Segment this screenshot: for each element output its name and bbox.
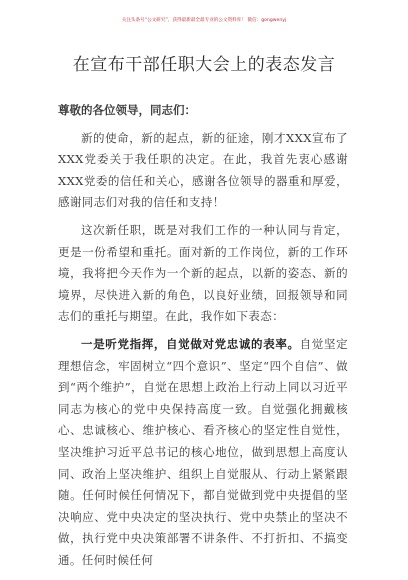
- paragraph-3: [58, 334, 348, 572]
- paragraph-1-text: 新的使命，新的起点，新的征途，刚才XXX宣布了XXX党委关于我任职的决定。在此，我首先衷心感谢XXX党委的信任和关心，感谢各位领导的器重和厚爱，感谢同志们对我的信任和支持！: [58, 130, 348, 210]
- paragraph-3-text: 自觉坚定理想信念，牢固树立“四个意识”、坚定“四个自信”、做到“两个维护”，自觉在思想上政治上行动上同以习近平同志为核心的党中央保持高度一致。自觉强化拥戴核心、忠诚核心、维护核心、看齐核心的坚定性自觉性，坚决维护习近平总书记的核心地位，做到思想上高度认同、政治上坚决维护、组织上自觉服从、行动上紧紧跟随。任何时候任何情况下，都自觉做到党中央提倡的坚决响应、党中央决定的坚决执行、党中央禁止的坚决不做，执行党中央决策部署不讲条件、不打折扣、不搞变通。任何时候任何: [58, 336, 348, 567]
- document-title: 在宣布干部任职大会上的表态发言: [72, 55, 336, 75]
- promo-banner: 关注头条号“公文研究”，获得最新最全最专业的公文资料库！ 微信：gongwenyj: [121, 18, 287, 23]
- document-body: [58, 100, 348, 577]
- paragraph-1: [58, 128, 348, 214]
- salutation: 尊敬的各位领导，同志们：: [58, 103, 196, 117]
- paragraph-2: [58, 220, 348, 328]
- paragraph-3-lead: 一是听党指挥，自觉做对党忠诚的表率。: [81, 336, 300, 351]
- paragraph-2-text: 这次新任职，既是对我们工作的一种认同与肯定，更是一份希望和重托。面对新的工作岗位，新的工作环境，我将把今天作为一个新的起点，以新的姿态、新的境界，尽快进入新的角色，以良好业绩，回报领导和同志们的重托与期望。在此，我作如下表态：: [58, 222, 348, 324]
